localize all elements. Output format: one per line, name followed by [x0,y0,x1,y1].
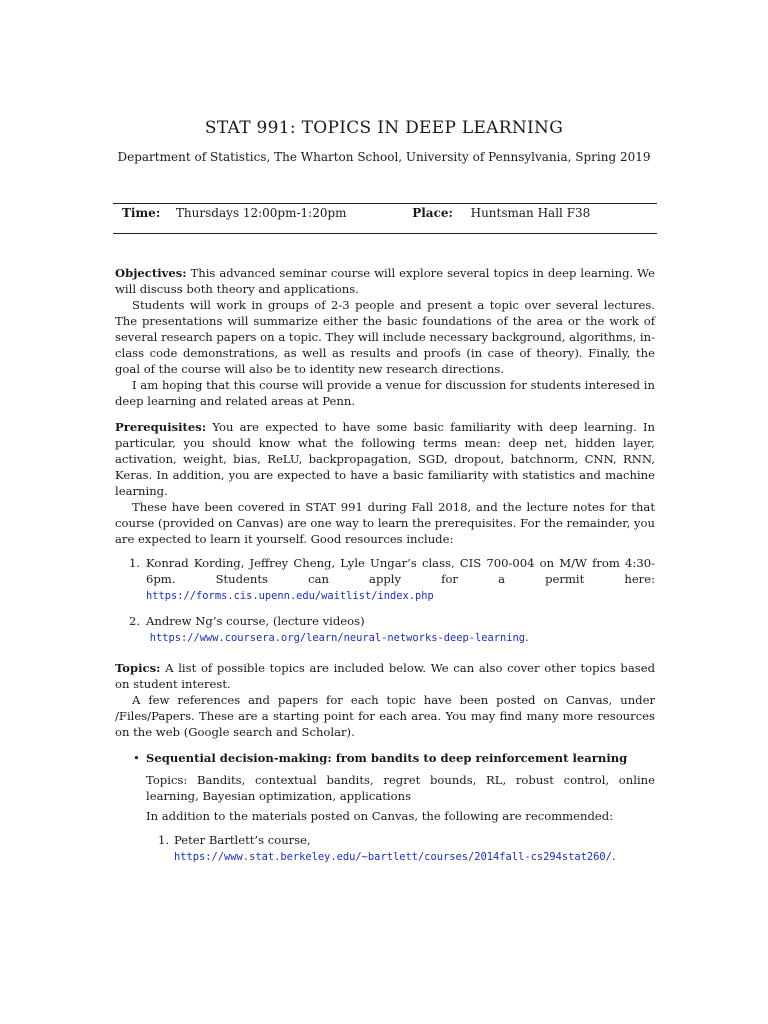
bullet-icon: • [133,751,140,765]
list-item: 1. Konrad Kording, Jeffrey Cheng, Lyle Ungar’s class, CIS 700-004 on M/W from 4:30-6pm. Students can apply for a permit here: https://forms.cis.upenn.edu/waitlist/index.php [129,556,655,602]
objectives-paragraph-1: Objectives: This advanced seminar course will explore several topics in deep learning. We will discuss both theory and applications. [115,266,655,296]
list-item: 2. Andrew Ng’s course, (lecture videos) https://www.coursera.org/learn/neural-networks-deep-learning. [129,614,529,644]
course-subtitle: Department of Statistics, The Wharton School, University of Pennsylvania, Spring 2019 [117,150,651,164]
topics-paragraph-1: Topics: A list of possible topics are included below. We can also cover other topics based on student interest. [115,661,655,691]
topic-title: Sequential decision-making: from bandits to deep reinforcement learning [146,751,628,765]
coursera-link[interactable]: https://www.coursera.org/learn/neural-networks-deep-learning [149,632,526,644]
topics-label: Topics: [115,661,161,675]
place-label: Place: [412,206,453,220]
resources-list [115,555,655,646]
place-value: Huntsman Hall F38 [470,206,591,220]
bottom-rule [113,233,657,234]
course-title: STAT 991: TOPICS IN DEEP LEARNING [204,118,564,138]
topic-intro: In addition to the materials posted on Canvas, the following are recommended: [146,809,614,823]
topics-list [115,750,655,865]
objectives-paragraph-3: I am hoping that this course will provide a venue for discussion for students interesed in deep learning and related areas at Penn. [115,378,655,408]
list-item: 1. Peter Bartlett’s course, https://www.stat.berkeley.edu/~bartlett/courses/2014fall-cs294stat260/. [158,833,616,863]
time-value: Thursdays 12:00pm-1:20pm [175,206,347,220]
list-item [115,750,655,865]
prerequisites-paragraph-2: These have been covered in STAT 991 during Fall 2018, and the lecture notes for that course (provided on Canvas) are one way to learn the prerequisites. For the remainder, you are expected to learn it yourself. Good resources include: [115,500,655,546]
time-place-row [122,206,590,220]
top-rule [113,203,657,204]
document-body [115,265,655,865]
recommended-list [146,832,655,865]
topic-keywords: Topics: Bandits, contextual bandits, regret bounds, RL, robust control, online learning, Bayesian optimization, applications [146,773,655,803]
topics-paragraph-2: A few references and papers for each topic have been posted on Canvas, under /Files/Papers. These are a starting point for each area. You may find many more resources on the web (Google search and Scholar). [115,693,655,739]
waitlist-link[interactable]: https://forms.cis.upenn.edu/waitlist/index.php [146,590,434,602]
prerequisites-label: Prerequisites: [115,420,207,434]
time-label: Time: [122,206,161,220]
objectives-label: Objectives: [115,266,187,280]
objectives-paragraph-2: Students will work in groups of 2-3 people and present a topic over several lectures. The presentations will summarize either the basic foundations of the area or the work of several research papers on a topic. They will include necessary background, algorithms, in-class code demonstrations, as well as results and proofs (in case of theory). Finally, the goal of the course will also be to identity new research directions. [115,298,655,376]
prerequisites-paragraph-1: Prerequisites: You are expected to have some basic familiarity with deep learning. In particular, you should know what the following terms mean: deep net, hidden layer, activation, weight, bias, ReLU, backpropagation, SGD, dropout, batchnorm, CNN, RNN, Keras. In addition, you are expected to have a basic familiarity with statistics and machine learning. [115,420,655,498]
bartlett-course-link[interactable]: https://www.stat.berkeley.edu/~bartlett/courses/2014fall-cs294stat260/ [174,851,612,863]
